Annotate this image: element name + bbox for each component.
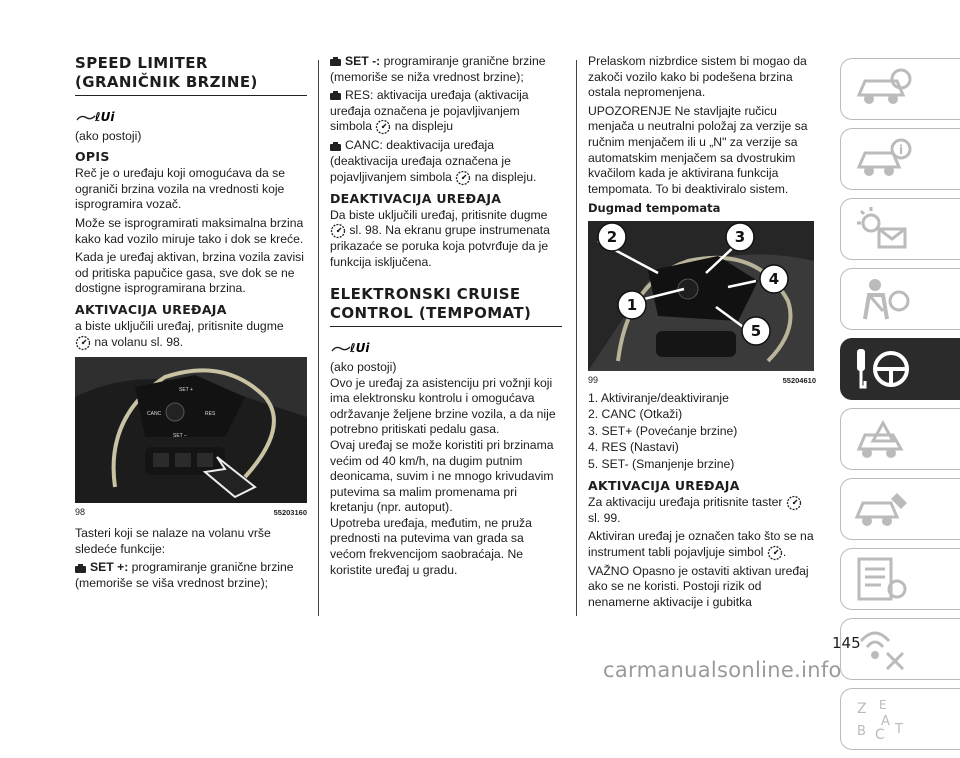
callout-list xyxy=(588,391,816,473)
figure-heading: Dugmad tempomata xyxy=(588,201,721,216)
section-title-speed-limiter: SPEED LIMITER xyxy=(75,54,208,72)
page-number: 145 xyxy=(832,634,861,652)
bullet-key: SET -: xyxy=(345,54,381,68)
car-info-icon xyxy=(853,135,913,183)
bullet-key-icon xyxy=(330,142,341,151)
speed-limiter-icon xyxy=(75,335,91,351)
bullet-key-icon xyxy=(330,57,341,66)
speed-limiter-icon xyxy=(375,119,391,135)
bullet-text: programiranje granične brzine (memoriše se viša vrednost brzine); xyxy=(75,560,294,590)
bullet-key-icon xyxy=(330,91,341,100)
tab-car-info[interactable] xyxy=(840,128,960,190)
bullet-text: na displeju xyxy=(394,119,454,134)
column-divider xyxy=(318,60,319,616)
paragraph-text: sl. 99. xyxy=(588,510,621,525)
paragraph xyxy=(588,495,816,527)
section-subtitle-speed-limiter: (GRANIČNIK BRZINE) xyxy=(75,73,258,91)
tab-key-steering-active[interactable] xyxy=(840,338,960,400)
tab-seatbelt-airbag[interactable] xyxy=(840,268,960,330)
bullet-text: RES: aktivacija uređaja (aktivacija uređaja označena je pojavljivanjem simbola xyxy=(330,88,529,134)
callout-3: 3 xyxy=(734,227,746,246)
svg-text:ℓUi: ℓUi xyxy=(350,341,370,356)
important-paragraph: VAŽNO Opasno je ostaviti aktivan uređaj ako se ne koristi. Postoji rizik od nenamerne aktivacije i gubitka xyxy=(588,563,809,609)
figure-code: 55203160 xyxy=(273,507,307,517)
paragraph-text: . xyxy=(782,544,787,559)
list-item: 2. CANC (Otkaži) xyxy=(588,407,683,422)
column-1 xyxy=(75,54,307,595)
tab-lights-warning[interactable] xyxy=(840,198,960,260)
svg-text:ℓUi: ℓUi xyxy=(95,110,115,124)
bullet-text: na displeju. xyxy=(474,169,537,184)
figure-number: 98 xyxy=(75,506,86,517)
warning-paragraph: UPOZORENJE Ne stavljajte ručicu menjača u neutralni položaj za verzije sa ručnim menjačem ili u „N" za verzije sa automatskim menjačem sa dvostrukim kvačilom kada je aktivirana funkcija tempomata. To bi deaktiviralo sistem. xyxy=(588,103,808,196)
car-dashboard-icon xyxy=(853,65,913,113)
section-subtitle-cruise-control: CONTROL (TEMPOMAT) xyxy=(330,304,532,323)
svg-text:A: A xyxy=(881,714,890,729)
cruise-control-icon xyxy=(786,495,802,511)
optional-equipment-icon xyxy=(330,335,374,355)
paragraph: Kada je uređaj aktivan, brzina vozila zavisi od pritiska papučice gasa, sve dok se ne dostigne isprogramirana brzina. xyxy=(75,250,304,296)
figure-number: 99 xyxy=(588,374,599,385)
tab-car-service[interactable] xyxy=(840,478,960,540)
paragraph: Reč je o uređaju koji omogućava da se ograniči brzina vozila na vrednosti koje isprogramira vozač. xyxy=(75,166,286,212)
heading-aktivacija-tempomat: AKTIVACIJA UREĐAJA xyxy=(588,477,740,493)
steering-wheel-photo-98 xyxy=(75,357,307,503)
paragraph-text: Da biste uključili uređaj, pritisnite dugme xyxy=(330,207,548,222)
seatbelt-airbag-icon xyxy=(853,275,913,323)
column-3 xyxy=(588,54,816,613)
lights-warning-icon xyxy=(853,205,913,253)
svg-text:C: C xyxy=(875,727,885,743)
car-breakdown-icon xyxy=(853,415,913,463)
svg-text:E: E xyxy=(879,698,887,712)
tab-index[interactable] xyxy=(840,688,960,750)
bullet-text: CANC: deaktivacija uređaja (deaktivacija uređaja označena je pojavljivanjem simbola xyxy=(330,138,511,184)
paragraph xyxy=(75,319,307,351)
key-steering-icon xyxy=(853,345,913,393)
optional-note: (ako postoji) xyxy=(75,128,142,143)
heading-deaktivacija: DEAKTIVACIJA UREĐAJA xyxy=(330,190,502,206)
chapter-tabs xyxy=(832,58,960,758)
bullet-item xyxy=(330,88,562,135)
heading-aktivacija: AKTIVACIJA UREĐAJA xyxy=(75,301,227,317)
paragraph xyxy=(588,529,816,561)
paragraph: Prelaskom nizbrdice sistem bi mogao da zakoči vozilo kako bi podešena brzina ostala nepromenjena. xyxy=(588,54,807,100)
bullet-item xyxy=(330,138,562,185)
specifications-icon xyxy=(853,555,913,603)
callout-2: 2 xyxy=(606,227,618,246)
svg-text:T: T xyxy=(895,722,903,737)
bullet-key-icon xyxy=(75,564,86,573)
title-rule xyxy=(75,95,307,96)
bullet-item xyxy=(330,54,562,85)
bullet-item xyxy=(75,560,307,591)
callout-1: 1 xyxy=(626,295,638,314)
heading-opis: OPIS xyxy=(75,149,110,165)
list-item: 3. SET+ (Povećanje brzine) xyxy=(588,423,738,438)
speed-limiter-icon xyxy=(455,170,471,186)
paragraph: Ovo je uređaj za asistenciju pri vožnji koji ima elektronsku kontrolu i omogućava održavanje željene brzine vozila, a da nije potrebno pritiskati pedalu gasa. xyxy=(330,375,556,437)
paragraph: Ovaj uređaj se može koristiti pri brzinama većim od 40 km/h, na dugim putnim deonicama, suvim i ne mnogo krivudavim putevima sa malim promenama pri kretanju (npr. autoput). xyxy=(330,437,554,515)
photo-label-canc: CANC xyxy=(147,410,162,417)
column-2 xyxy=(330,54,562,581)
paragraph: Može se isprogramirati maksimalna brzina kako kad vozilo miruje tako i dok se kreće. xyxy=(75,215,304,246)
svg-text:i: i xyxy=(898,143,904,157)
figure-caption-98 xyxy=(75,505,307,521)
paragraph-text: na volanu sl. 98. xyxy=(94,334,184,349)
watermark: carmanualsonline.info xyxy=(603,658,842,682)
paragraph-text: Za aktivaciju uređaja pritisnite taster xyxy=(588,494,783,509)
car-service-icon xyxy=(853,485,913,533)
cruise-buttons-illustration xyxy=(588,221,814,371)
svg-text:Z: Z xyxy=(857,701,867,717)
svg-text:B: B xyxy=(857,724,866,739)
multimedia-icon xyxy=(853,625,913,673)
list-item: 1. Aktiviranje/deaktiviranje xyxy=(588,390,729,405)
list-item: 4. RES (Nastavi) xyxy=(588,440,679,455)
speed-limiter-icon xyxy=(330,223,346,239)
tab-car-dashboard[interactable] xyxy=(840,58,960,120)
paragraph-text: sl. 98. Na ekranu grupe instrumenata prikazaće se poruka koja potvrđuje da je funkcija isključena. xyxy=(330,223,550,269)
cruise-control-icon xyxy=(767,545,783,561)
steering-wheel-illustration xyxy=(75,357,307,503)
optional-note: (ako postoji) xyxy=(330,359,397,374)
title-rule xyxy=(330,326,562,327)
paragraph: Upotreba uređaja, međutim, ne pruža prednosti na putevima van grada sa većom frekvencijom saobraćaja. Ne koristite uređaj u gradu. xyxy=(330,515,532,577)
paragraph-text: a biste uključili uređaj, pritisnite dugme xyxy=(75,318,284,333)
paragraph-text: Aktiviran uređaj je označen tako što se na instrument tabli pojavljuje simbol xyxy=(588,529,814,559)
column-divider xyxy=(576,60,577,616)
cruise-buttons-photo-99 xyxy=(588,221,814,371)
callout-4: 4 xyxy=(768,269,780,288)
photo-label-set-minus: SET – xyxy=(173,432,187,439)
bullet-key: SET +: xyxy=(90,560,129,575)
index-icon xyxy=(853,695,913,743)
tab-car-breakdown[interactable] xyxy=(840,408,960,470)
list-item: 5. SET- (Smanjenje brzine) xyxy=(588,456,735,471)
section-title-cruise-control: ELEKTRONSKI CRUISE xyxy=(330,285,521,304)
paragraph xyxy=(330,208,562,271)
figure-caption-99 xyxy=(588,373,816,389)
optional-equipment-icon xyxy=(75,104,119,124)
paragraph: Tasteri koji se nalaze na volanu vrše sledeće funkcije: xyxy=(75,526,271,556)
photo-label-res: RES xyxy=(205,410,216,417)
figure-code: 55204610 xyxy=(782,375,816,385)
tab-specifications[interactable] xyxy=(840,548,960,610)
photo-label-set-plus: SET + xyxy=(179,386,193,393)
callout-5: 5 xyxy=(750,321,762,340)
bullet-text: programiranje granične brzine (memoriše se niža vrednost brzine); xyxy=(330,54,546,84)
